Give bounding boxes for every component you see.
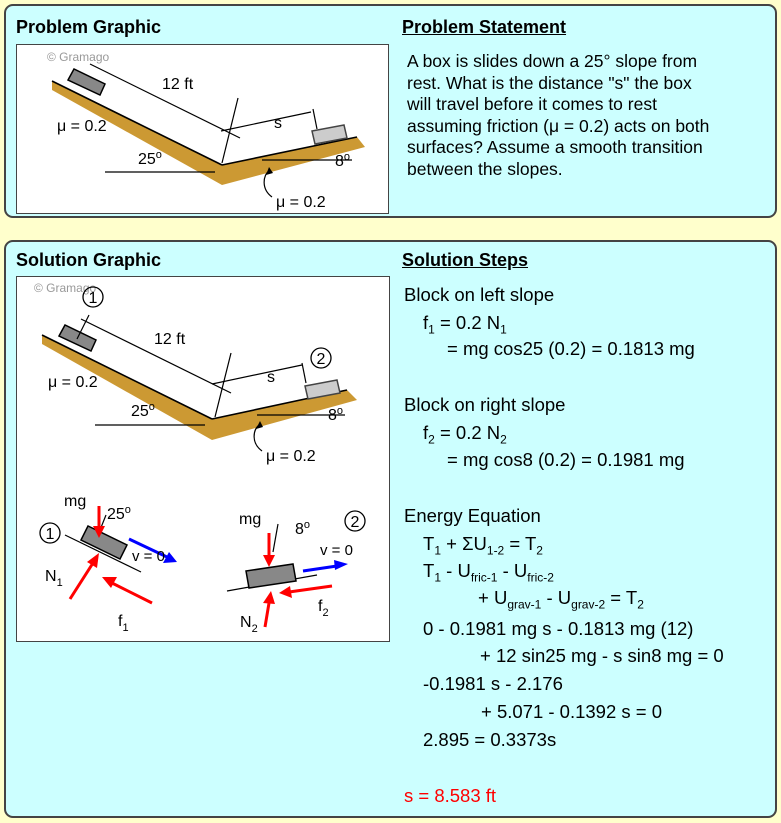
fbd1-label: 1 [45, 526, 55, 543]
length-label: 12 ft [154, 331, 186, 348]
step-energy-3: + $U_{grav-1} - U_{grav-2} = T_2$ [478, 587, 644, 612]
step-energy-7: + 5.071 - 0.1392 s = 0 [481, 701, 663, 722]
fbd2-block [246, 564, 296, 588]
step-energy-2: $T_1 - U_{fric-1} - U_{fric-2}$ [423, 560, 554, 585]
step-energy-8: 2.895 = 0.3373s [423, 729, 557, 750]
fbd2-mg: mg [239, 511, 262, 528]
step-energy-6: -0.1981 s - 2.176 [423, 673, 563, 694]
fbd1-normal: $N_1$ [45, 568, 63, 589]
statement-line: A box is slides down a 25° slope from [407, 51, 698, 71]
copyright: © Gramago [34, 281, 97, 295]
fbd2-angle: 8$^o$ [295, 519, 311, 538]
point-1-label: 1 [88, 290, 98, 307]
angle-right: 8$^o$ [328, 405, 344, 424]
fbd2-normal: $N_2$ [240, 614, 258, 635]
statement-line: rest. What is the distance "s" the box [407, 72, 692, 93]
fbd1-velocity: v = 0 [132, 548, 165, 565]
problem-statement [407, 51, 709, 180]
solution-diagram [17, 277, 389, 641]
fbd1-angle: 25$^o$ [107, 504, 131, 523]
solution-panel [4, 240, 777, 818]
copyright: © Gramago [47, 50, 110, 64]
solution-graphic-title: Solution Graphic [16, 250, 162, 270]
problem-graphic-title: Problem Graphic [16, 17, 162, 37]
solution-steps-title: Solution Steps [402, 250, 528, 270]
step-energy-1: $T_1 + \Sigma U_{1-2} = T_2$ [423, 533, 543, 558]
statement-line: will travel before it comes to rest [407, 94, 657, 114]
angle-left: 25$^o$ [138, 149, 162, 168]
step-f2-value: = mg cos8 (0.2) = 0.1981 mg [447, 449, 685, 470]
solution-graphic [16, 276, 390, 642]
angle-left: 25$^o$ [131, 401, 155, 420]
mu-left: μ = 0.2 [57, 118, 107, 135]
length-label: 12 ft [162, 76, 194, 93]
step-energy-4: 0 - 0.1981 mg s - 0.1813 mg (12) [423, 618, 694, 639]
mu-right: μ = 0.2 [266, 448, 316, 465]
statement-line: between the slopes. [407, 158, 563, 179]
mu-right: μ = 0.2 [276, 194, 326, 211]
s-label: s [274, 115, 282, 132]
step-left-heading: Block on left slope [404, 284, 555, 305]
angle-right: 8$^o$ [335, 151, 351, 170]
fbd2-velocity: v = 0 [320, 542, 353, 559]
step-energy-5: + 12 sin25 mg - s sin8 mg = 0 [480, 645, 724, 666]
problem-statement-title: Problem Statement [402, 17, 567, 37]
step-energy-heading: Energy Equation [404, 505, 541, 526]
s-label: s [267, 369, 275, 386]
step-f1-def: $f_1 = 0.2$ $N_1$ [423, 312, 507, 337]
step-f2-def: $f_2 = 0.2$ $N_2$ [423, 422, 507, 447]
fbd2-friction: $f_2$ [318, 598, 329, 619]
problem-graphic [16, 44, 389, 214]
point-2-label: 2 [316, 351, 326, 368]
problem-panel [4, 4, 777, 218]
answer: s = 8.583 ft [404, 785, 497, 806]
statement-line: assuming friction (μ = 0.2) acts on both [407, 115, 710, 136]
fbd1-friction: $f_1$ [118, 613, 129, 634]
fbd2-label: 2 [350, 514, 360, 531]
fbd1-mg: mg [64, 493, 87, 510]
statement-line: surfaces? Assume a smooth transition [407, 137, 703, 157]
problem-diagram [17, 45, 388, 213]
step-right-heading: Block on right slope [404, 394, 566, 415]
mu-left: μ = 0.2 [48, 374, 98, 391]
step-f1-value: = mg cos25 (0.2) = 0.1813 mg [447, 338, 695, 359]
